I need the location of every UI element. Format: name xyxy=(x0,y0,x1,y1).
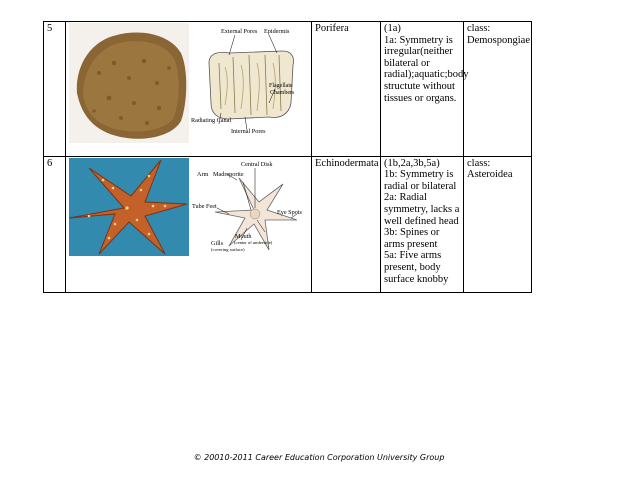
table-row xyxy=(44,22,532,157)
label-gills: Gills xyxy=(211,239,224,247)
row-number: 6 xyxy=(44,156,66,293)
sponge-figure xyxy=(69,23,309,151)
class-cell: class: Demospongiae xyxy=(464,22,532,157)
label-internal-pores: Internal Pores xyxy=(231,128,266,135)
label-radiating-canal: Radiating Canal xyxy=(191,117,232,124)
starfish-figure xyxy=(69,158,309,288)
label-mouth: Mouth xyxy=(235,232,252,240)
key-cell: (1a) 1a: Symmetry is irregular(neither bilateral or radial);aquatic;body structute without tissues or organs. xyxy=(381,22,464,157)
label-central-disk: Central Disk xyxy=(241,160,273,168)
phylum-cell: Echinodermata xyxy=(312,156,381,293)
label-arm: Arm xyxy=(197,170,209,178)
label-eye-spots: Eye Spots xyxy=(277,208,302,216)
label-gills-note: (covering surface) xyxy=(211,246,245,252)
label-flagellate: Flagellate xyxy=(269,83,293,89)
image-cell xyxy=(66,22,312,157)
table-row xyxy=(44,156,532,293)
key-cell: (1b,2a,3b,5a) 1b: Symmetry is radial or bilateral 2a: Radial symmetry, lacks a well defined head 3b: Spines or arms present 5a: Five arms present, body surface knobby xyxy=(381,156,464,293)
label-external-pores: External Pores xyxy=(221,28,258,35)
starfish-photo xyxy=(69,158,189,256)
copyright-footer: © 20010-2011 Career Education Corporation University Group xyxy=(193,453,445,462)
image-cell xyxy=(66,156,312,293)
label-madreporite: Madreporite xyxy=(213,170,244,178)
label-epidermis: Epidermis xyxy=(264,28,290,35)
phylum-cell: Porifera xyxy=(312,22,381,157)
sponge-photo xyxy=(69,23,189,143)
row-number: 5 xyxy=(44,22,66,157)
label-mouth-note: (center of underside) xyxy=(234,239,273,245)
label-chambers: Chambers xyxy=(270,90,295,96)
label-tube-feet: Tube Feet xyxy=(192,202,217,210)
classification-table xyxy=(43,21,532,293)
class-cell: class: Asteroidea xyxy=(464,156,532,293)
